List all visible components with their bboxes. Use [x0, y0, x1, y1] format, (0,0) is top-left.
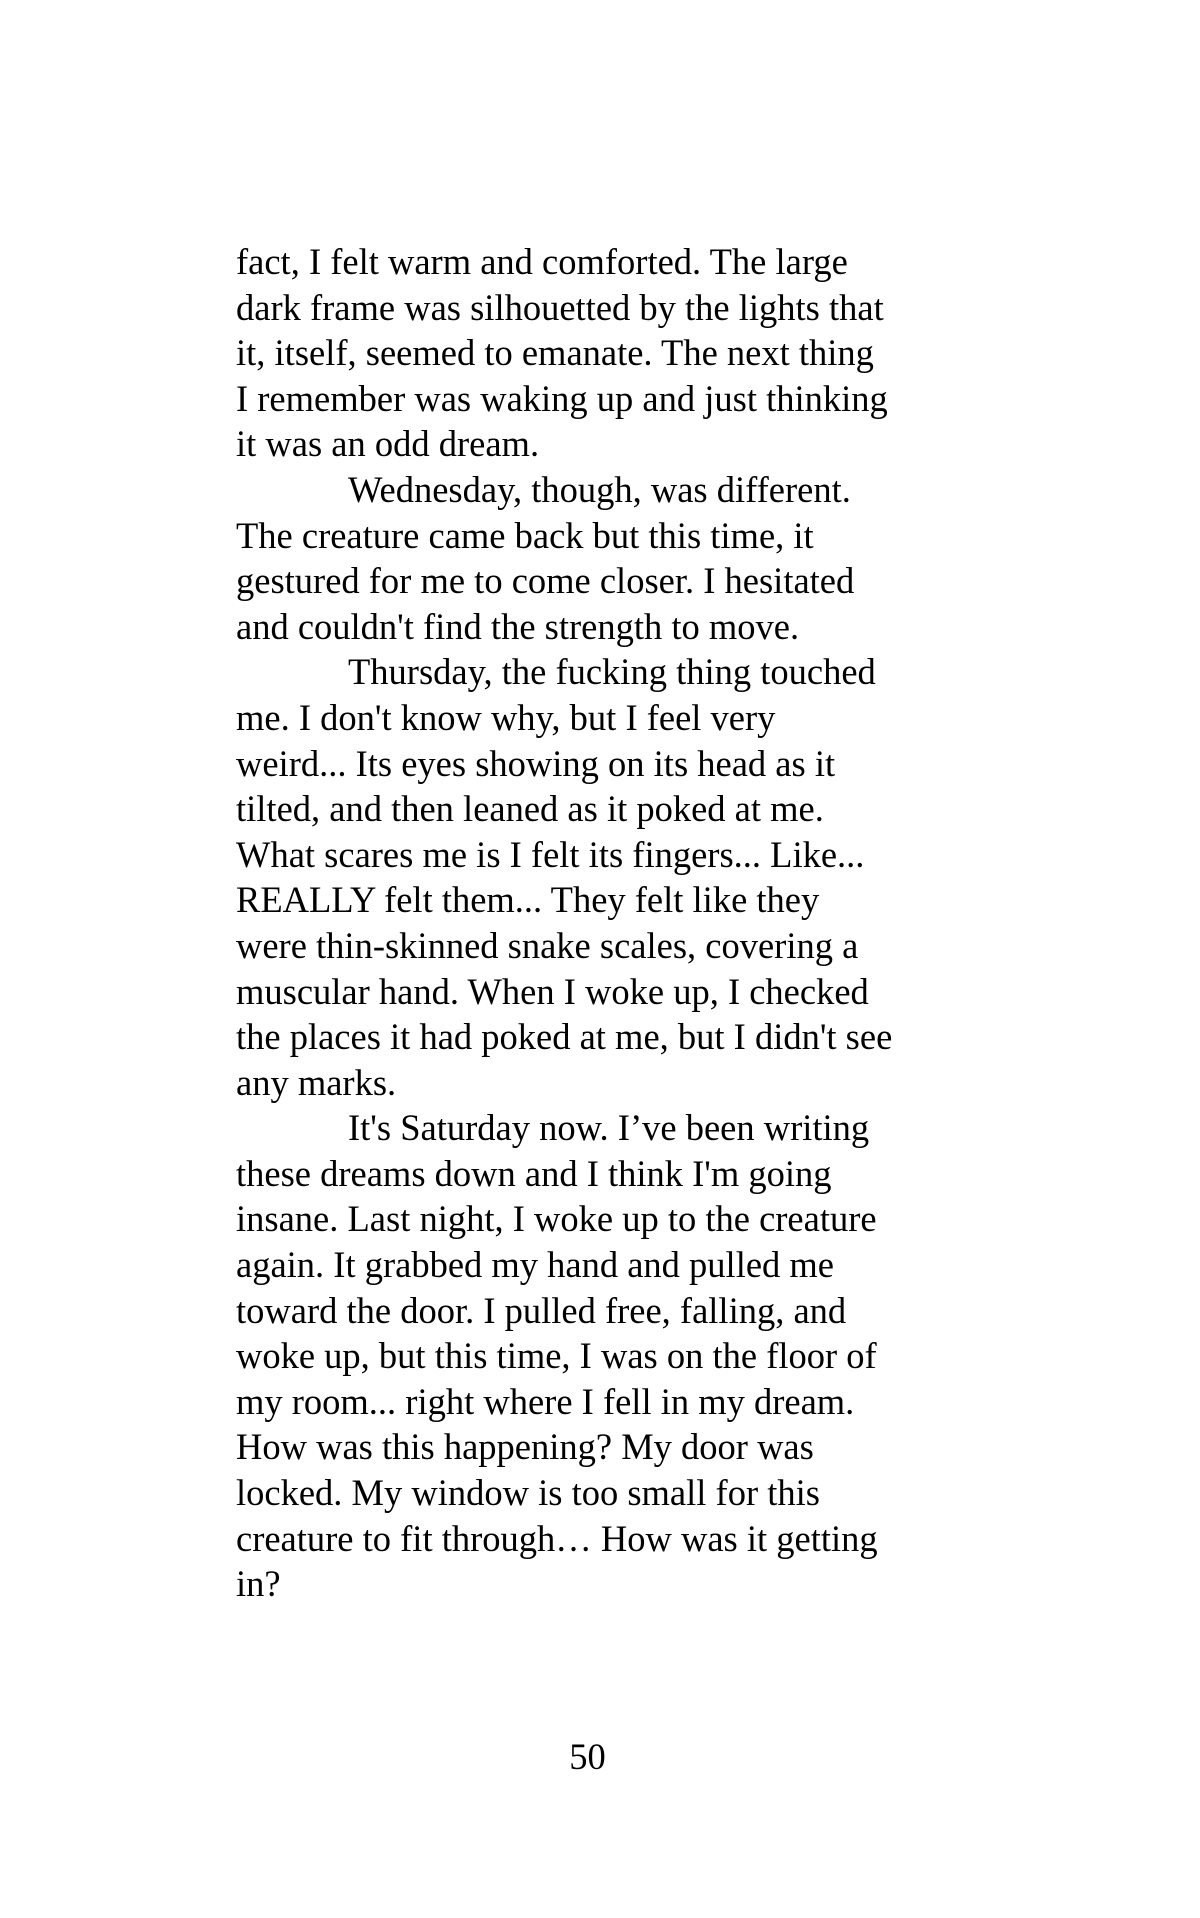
text-line: it was an odd dream.: [236, 423, 540, 465]
page-number: 50: [569, 1736, 606, 1777]
text-line: tilted, and then leaned as it poked at me.: [236, 788, 824, 830]
text-line: these dreams down and I think I'm going: [236, 1152, 832, 1194]
paragraph-first-line: Thursday, the fucking thing touched: [348, 651, 876, 693]
text-line: me. I don't know why, but I feel very: [236, 696, 776, 738]
text-line: any marks.: [236, 1061, 397, 1103]
page-body-text: [236, 239, 956, 1607]
text-line: my room... right where I fell in my dream.: [236, 1380, 855, 1422]
text-line: How was this happening? My door was: [236, 1426, 814, 1468]
text-line: the places it had poked at me, but I didn't see: [236, 1016, 893, 1058]
paragraph-first-line: Wednesday, though, was different.: [348, 468, 851, 510]
text-line: What scares me is I felt its fingers... Like...: [236, 833, 865, 875]
text-line: creature to fit through… How was it getting: [236, 1517, 878, 1559]
text-line: The creature came back but this time, it: [236, 514, 814, 556]
text-line: I remember was waking up and just thinking: [236, 377, 888, 419]
text-line: woke up, but this time, I was on the floor of: [236, 1335, 877, 1377]
text-line: weird... Its eyes showing on its head as it: [236, 742, 836, 784]
text-line: insane. Last night, I woke up to the creature: [236, 1198, 877, 1240]
text-line: REALLY felt them... They felt like they: [236, 879, 820, 921]
text-line: were thin-skinned snake scales, covering a: [236, 924, 859, 966]
text-line: it, itself, seemed to emanate. The next thing: [236, 332, 874, 374]
text-line: again. It grabbed my hand and pulled me: [236, 1244, 835, 1286]
text-line: and couldn't find the strength to move.: [236, 605, 800, 647]
paragraph-first-line: It's Saturday now. I’ve been writing: [348, 1107, 870, 1149]
text-line: dark frame was silhouetted by the lights that: [236, 286, 884, 328]
text-line: muscular hand. When I woke up, I checked: [236, 970, 869, 1012]
text-line: locked. My window is too small for this: [236, 1472, 820, 1514]
text-line: gestured for me to come closer. I hesitated: [236, 560, 855, 602]
text-line: in?: [236, 1563, 281, 1605]
text-line: toward the door. I pulled free, falling, and: [236, 1289, 847, 1331]
text-line: fact, I felt warm and comforted. The large: [236, 241, 848, 282]
